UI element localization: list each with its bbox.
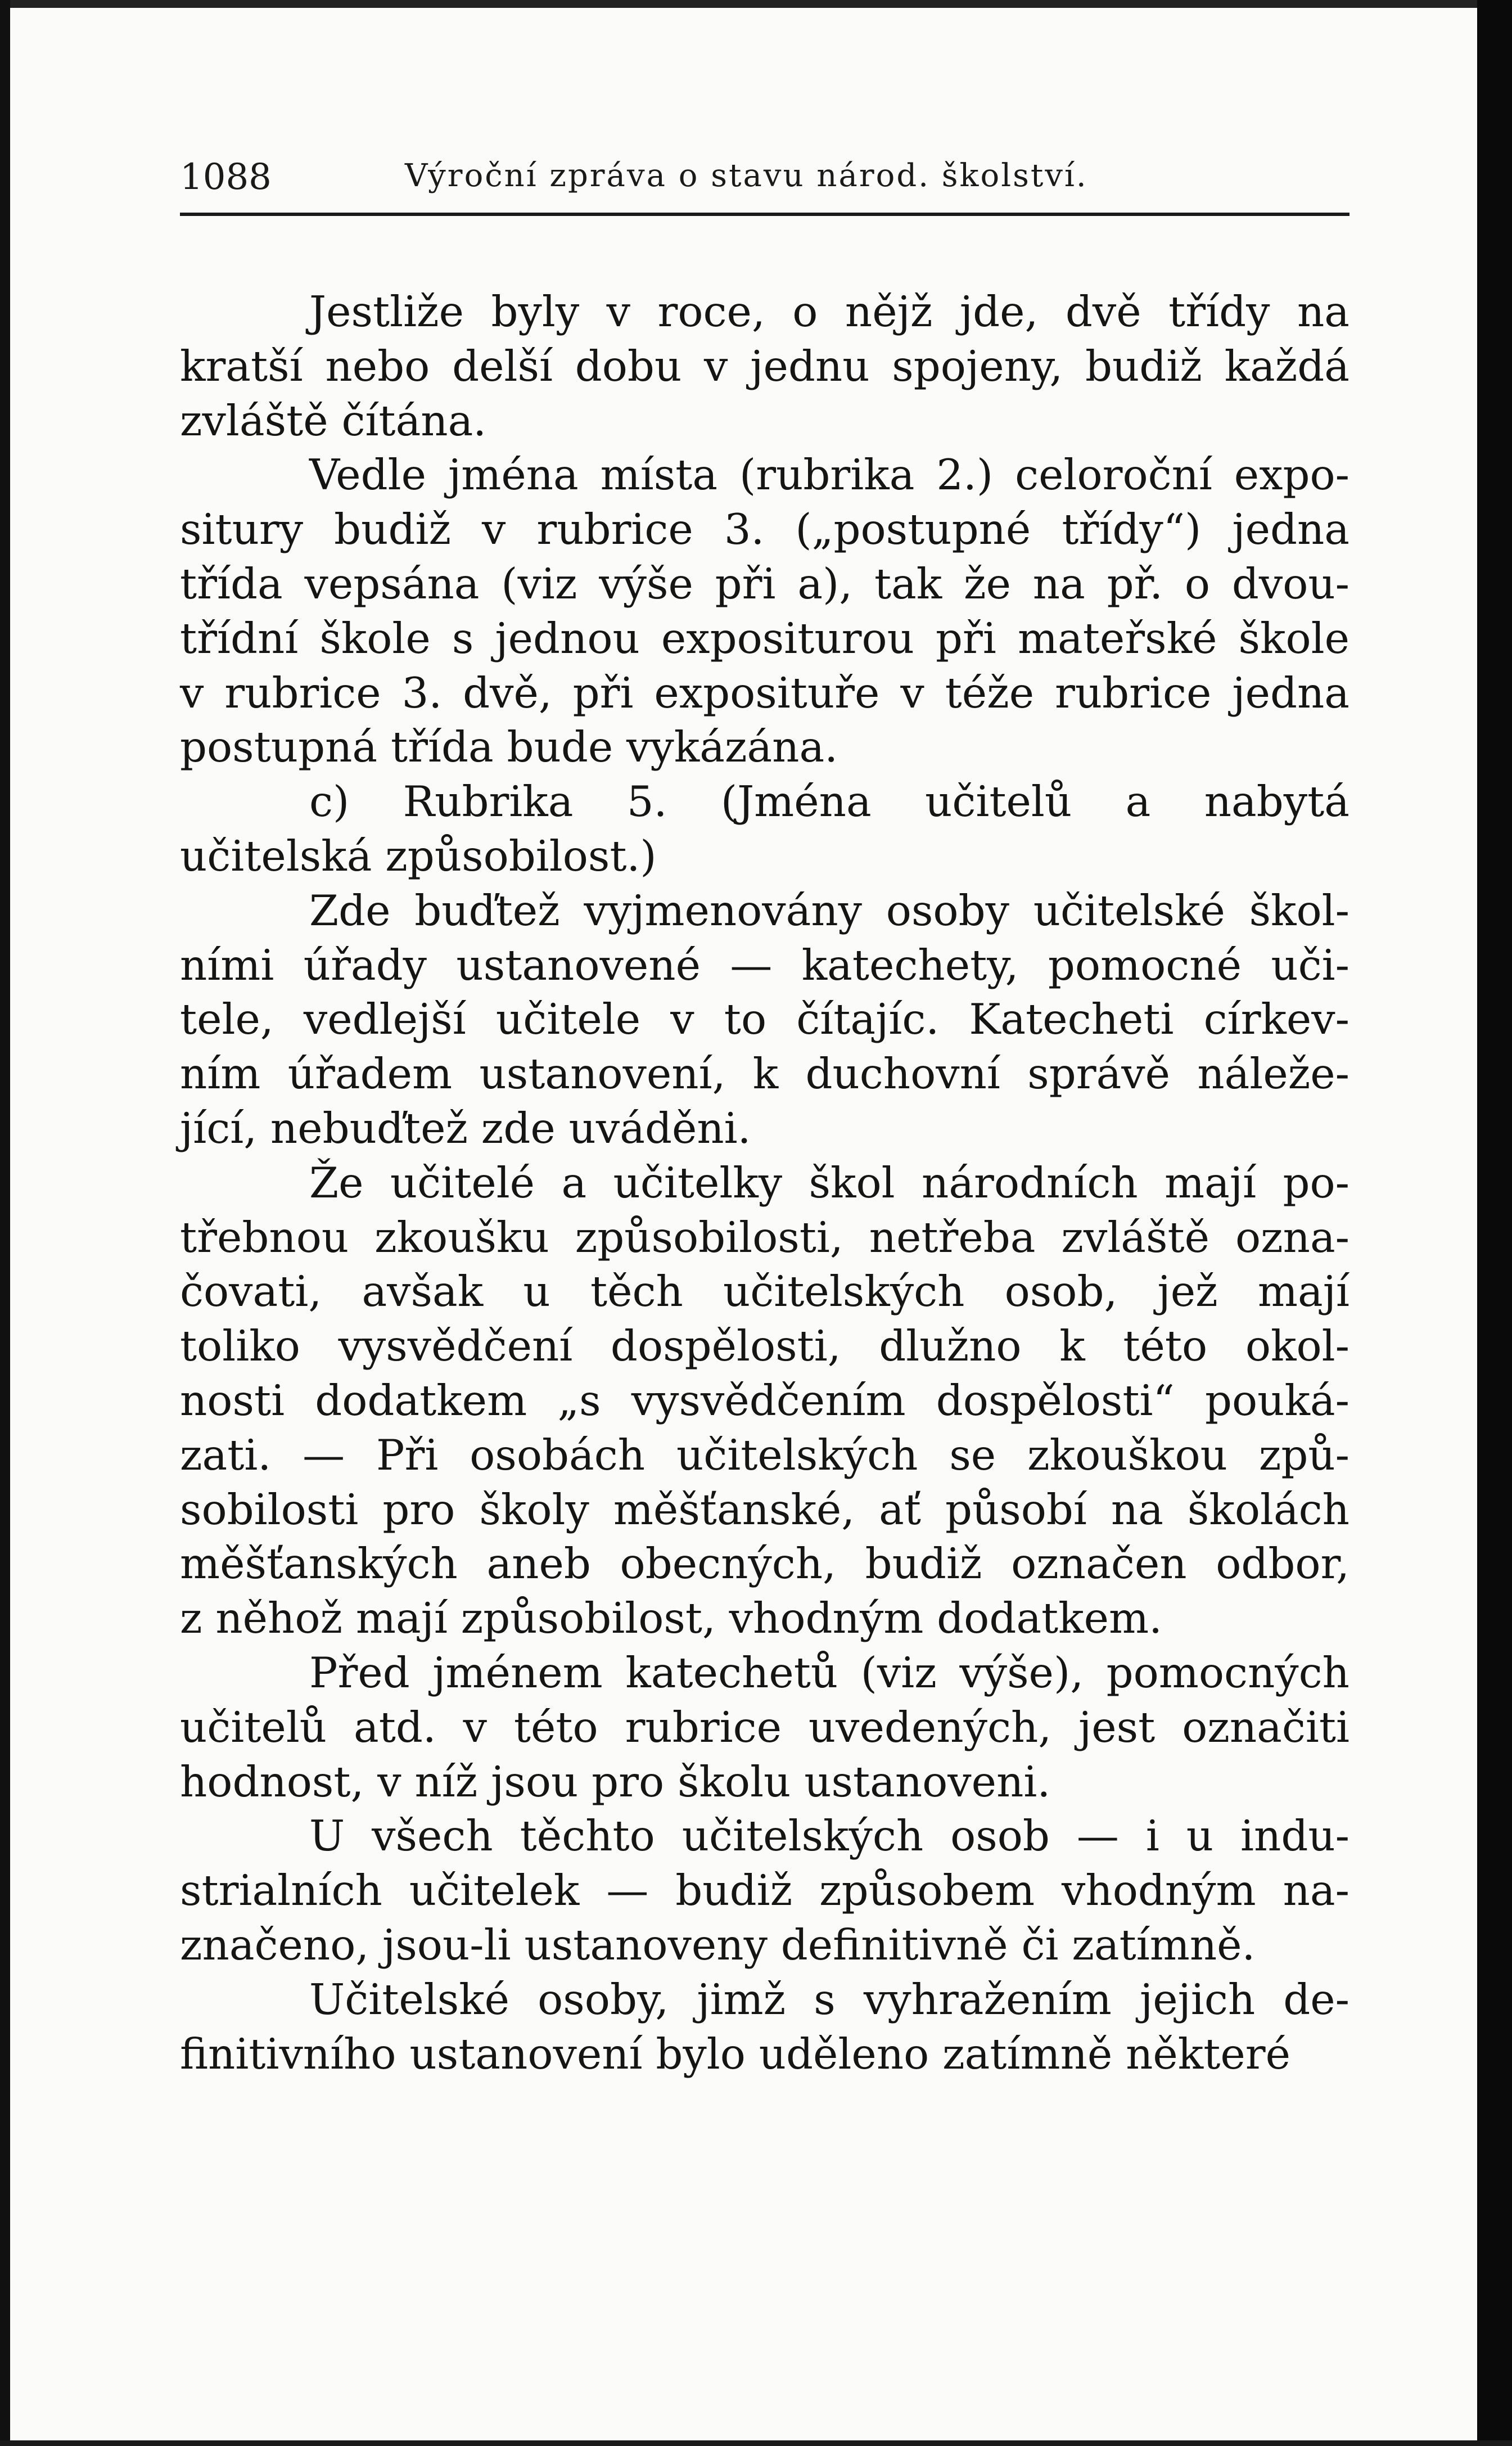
text-line: jící, nebuďtež zde uváděni.: [180, 1103, 751, 1153]
paragraph: [180, 448, 1349, 774]
page-number: 1088: [180, 156, 272, 198]
text-line: měšťanských aneb obecných, budiž označen odbor,: [180, 1539, 1349, 1589]
scan-edge-bottom: [0, 2440, 1512, 2446]
header-rule: [180, 213, 1349, 216]
text-line: čovati, avšak u těch učitelských osob, jež mají: [180, 1267, 1349, 1317]
text-line: Učitelské osoby, jimž s vyhražením jejich de-: [309, 1974, 1349, 2024]
paragraph: [180, 1646, 1349, 1809]
text-line: Zde buďtež vyjmenovány osoby učitelské škol-: [309, 885, 1349, 935]
scan-edge-left: [0, 0, 10, 2446]
text-line: třída vepsána (viz výše při a), tak že na př. o dvou-: [180, 558, 1349, 609]
text-line: třebnou zkoušku způsobilosti, netřeba zvláště ozna-: [180, 1212, 1349, 1262]
text-line: Vedle jména místa (rubrika 2.) celoroční expo-: [309, 450, 1349, 500]
text-line: třídní škole s jednou expositurou při mateřské škole: [180, 613, 1349, 663]
text-line: učitelů atd. v této rubrice uvedených, jest označiti: [180, 1702, 1349, 1752]
page-header: [180, 156, 1349, 201]
paragraph: [180, 884, 1349, 1156]
text-line: finitivního ustanovení bylo uděleno zatímně některé: [180, 2029, 1291, 2079]
text-line: zati. — Při osobách učitelských se zkouškou způ-: [180, 1430, 1349, 1480]
text-line: ním úřadem ustanovení, k duchovní správě náleže-: [180, 1049, 1349, 1099]
paragraph: [180, 1156, 1349, 1646]
body-text: [180, 285, 1349, 2081]
paragraph: [180, 774, 1349, 884]
text-line: kratší nebo delší dobu v jednu spojeny, budiž každá: [180, 341, 1349, 391]
text-line: ními úřady ustanovené — katechety, pomocné uči-: [180, 940, 1349, 990]
scan-edge-right: [1477, 0, 1512, 2446]
text-line: Jestliže byly v roce, o nějž jde, dvě třídy na: [309, 287, 1349, 336]
text-line: značeno, jsou-li ustanoveny definitivně či zatímně.: [180, 1920, 1256, 1970]
text-line: toliko vysvědčení dospělosti, dlužno k této okol-: [180, 1321, 1349, 1371]
text-line: c) Rubrika 5. (Jména učitelů a nabytá: [309, 777, 1349, 827]
text-line: v rubrice 3. dvě, při exposituře v téže rubrice jedna: [180, 668, 1349, 718]
text-line: zvláště čítána.: [180, 395, 487, 445]
text-line: učitelská způsobilost.): [180, 831, 657, 881]
paragraph: [180, 1972, 1349, 2082]
text-line: z něhož mají způsobilost, vhodným dodatkem.: [180, 1593, 1162, 1643]
text-line: situry budiž v rubrice 3. („postupné třídy“) jedna: [180, 504, 1349, 555]
text-line: sobilosti pro školy měšťanské, ať působí na školách: [180, 1484, 1349, 1534]
text-line: nosti dodatkem „s vysvědčením dospělosti“ pouká-: [180, 1375, 1349, 1425]
paragraph: [180, 285, 1349, 448]
paragraph: [180, 1809, 1349, 1972]
text-line: Že učitelé a učitelky škol národních mají po-: [309, 1157, 1349, 1208]
text-line: Před jménem katechetů (viz výše), pomocných: [309, 1647, 1349, 1697]
scan-edge-top: [0, 0, 1512, 8]
running-title: Výroční zpráva o stavu národ. školství.: [405, 157, 1088, 194]
text-line: U všech těchto učitelských osob — i u indu-: [309, 1811, 1349, 1861]
text-line: postupná třída bude vykázána.: [180, 722, 838, 772]
text-line: tele, vedlejší učitele v to čítajíc. Katecheti církev-: [180, 994, 1349, 1044]
text-line: hodnost, v níž jsou pro školu ustanoveni.: [180, 1756, 1051, 1807]
text-line: strialních učitelek — budiž způsobem vhodným na-: [180, 1866, 1349, 1916]
